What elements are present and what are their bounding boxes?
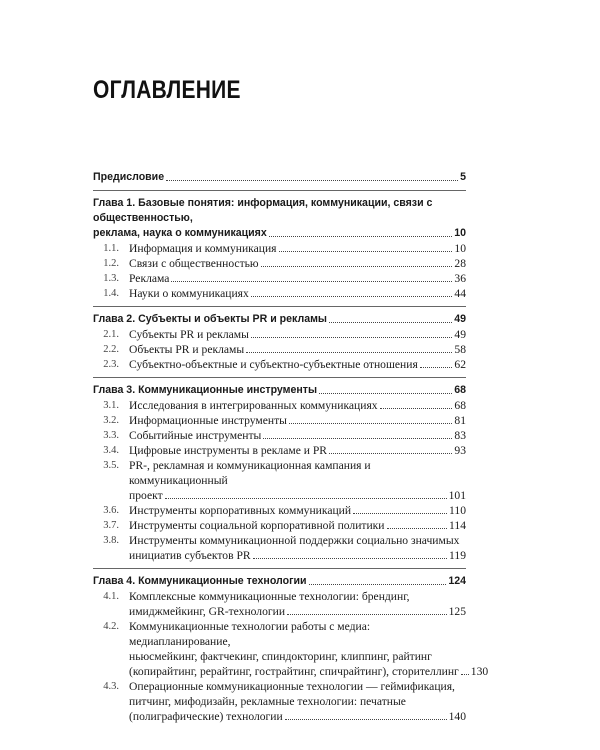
section-number: 1.3. [103,273,119,284]
page-title: ОГЛАВЛЕНИЕ [93,76,241,104]
section-title-line: PR-, рекламная и коммуникационная кампания и коммуникационный [129,459,371,487]
section-title: Связи с общественностью [129,257,259,270]
section-number: 1.2. [103,258,119,269]
section-title: Инструменты корпоративных коммуникаций [129,504,352,517]
toc-page-number: 10 [454,227,466,239]
toc-chapter-2[interactable] [93,312,466,327]
chapter-title-line: Глава 2. Субъекты и объекты PR и рекламы [93,313,327,325]
section-title: Цифровые инструменты в рекламе и PR [129,444,328,457]
dot-leader [246,352,452,353]
toc-section-1-1[interactable] [93,241,466,256]
section-number: 1.1. [103,243,119,254]
toc-section-3-3[interactable] [93,428,466,443]
section-title: Информация и коммуникация [129,242,277,255]
dot-leader [251,337,453,338]
toc-page-number: 49 [454,313,466,325]
toc-page-number: 10 [454,242,466,255]
dot-leader [287,614,447,615]
toc-page-number: 119 [449,549,466,562]
toc-section-1-3[interactable] [93,271,466,286]
dot-leader [171,281,452,282]
toc-section-4-1[interactable] [93,589,466,619]
dot-leader [166,180,458,181]
dot-leader [251,296,453,297]
toc-section-3-2[interactable] [93,413,466,428]
toc-page-number: 36 [454,272,466,285]
toc-page-number: 28 [454,257,466,270]
section-title-line: проект [129,489,163,502]
dot-leader [309,584,447,585]
dot-leader [319,393,452,394]
section-title-line: (копирайтинг, рерайтинг, гострайтинг, спичрайтинг), сторителлинг [129,665,459,678]
toc-page-number: 81 [454,414,466,427]
section-title-line: имиджмейкинг, GR-технологии [129,605,286,618]
section-number: 3.7. [103,520,119,531]
toc-section-1-4[interactable] [93,286,466,301]
dot-leader [289,423,452,424]
toc-page-number: 83 [454,429,466,442]
toc-page-number: 5 [460,171,466,183]
toc-chapter-3[interactable] [93,383,466,398]
toc-page-number: 101 [448,489,466,502]
dot-leader [380,408,453,409]
toc-chapter-4[interactable] [93,574,466,589]
dot-leader [261,266,453,267]
chapter-title-line: Глава 4. Коммуникационные технологии [93,575,307,587]
toc-chapter-1[interactable] [93,196,466,241]
section-number: 2.1. [103,329,119,340]
dot-leader [387,528,448,529]
chapter-3-sections [93,398,466,563]
section-title: Объекты PR и рекламы [129,343,245,356]
dot-leader [329,453,452,454]
section-title: Субъекты PR и рекламы [129,328,249,341]
toc-page-number: 58 [454,343,466,356]
dot-leader [263,438,452,439]
toc-section-3-7[interactable] [93,518,466,533]
toc-page-number: 49 [454,328,466,341]
section-title: Информационные инструменты [129,414,287,427]
chapter-2-sections [93,327,466,372]
toc-page-number: 114 [449,519,466,532]
divider [93,306,466,307]
section-title-line: Инструменты коммуникационной поддержки социально значимых [129,534,460,547]
toc-section-2-3[interactable] [93,357,466,372]
section-number: 3.4. [103,445,119,456]
chapter-title-line: реклама, наука о коммуникациях [93,227,267,239]
toc-section-4-3[interactable] [93,679,466,724]
toc-page-number: 68 [454,399,466,412]
section-number: 4.1. [103,591,119,602]
table-of-contents [93,170,489,724]
chapter-title-line: Глава 3. Коммуникационные инструменты [93,384,318,396]
toc-section-3-4[interactable] [93,443,466,458]
toc-section-4-2[interactable] [93,619,489,679]
section-title-line: Операционные коммуникационные технологии — геймификация, [129,680,455,693]
divider [93,377,466,378]
dot-leader [353,513,447,514]
dot-leader [269,236,452,237]
toc-section-3-8[interactable] [93,533,466,563]
section-title-line: инициатив субъектов PR [129,549,251,562]
toc-section-3-5[interactable] [93,458,466,503]
section-title-line: Коммуникационные технологии работы с медиа: медиапланирование, [129,620,371,648]
section-title: Реклама [129,272,170,285]
toc-page-number: 44 [454,287,466,300]
chapter-title-line: Глава 1. Базовые понятия: информация, коммуникации, связи с общественностью, [93,197,433,224]
toc-page-number: 62 [454,358,466,371]
chapter-1-sections [93,241,466,301]
dot-leader [253,558,447,559]
section-title-line: ньюсмейкинг, фактчекинг, спиндокторинг, клиппинг, райтинг [129,650,432,663]
divider [93,190,466,191]
dot-leader [285,719,447,720]
section-number: 3.6. [103,505,119,516]
toc-page-number: 68 [454,384,466,396]
section-title-line: питчинг, мифодизайн, рекламные технологии: печатные [129,695,406,708]
toc-section-2-1[interactable] [93,327,466,342]
section-number: 4.3. [103,681,119,692]
section-title: Инструменты социальной корпоративной политики [129,519,385,532]
section-number: 2.3. [103,359,119,370]
toc-page-number: 130 [470,665,489,678]
section-title: Исследования в интегрированных коммуникациях [129,399,378,412]
section-number: 3.2. [103,415,119,426]
section-title-line: Комплексные коммуникационные технологии: брендинг, [129,590,410,603]
section-number: 3.3. [103,430,119,441]
section-title: Субъектно-объектные и субъектно-субъектные отношения [129,358,418,371]
dot-leader [329,322,452,323]
dot-leader [461,674,469,675]
toc-section-2-2[interactable] [93,342,466,357]
chapter-4-sections [93,589,489,724]
section-number: 4.2. [103,621,119,632]
toc-page-number: 140 [448,710,466,723]
toc-entry-text: Предисловие [93,171,165,183]
section-number: 2.2. [103,344,119,355]
toc-section-3-6[interactable] [93,503,466,518]
section-number: 3.1. [103,400,119,411]
section-title: Науки о коммуникациях [129,287,249,300]
toc-page-number: 125 [448,605,466,618]
section-number: 3.8. [103,535,119,546]
section-number: 3.5. [103,460,119,471]
toc-preface[interactable] [93,170,466,185]
toc-page-number: 124 [448,575,466,587]
dot-leader [165,498,447,499]
toc-section-1-2[interactable] [93,256,466,271]
toc-page-number: 93 [454,444,466,457]
divider [93,568,466,569]
dot-leader [279,251,453,252]
section-title: Событийные инструменты [129,429,262,442]
toc-page-number: 110 [449,504,466,517]
toc-section-3-1[interactable] [93,398,466,413]
section-number: 1.4. [103,288,119,299]
dot-leader [420,367,453,368]
section-title-line: (полиграфические) технологии [129,710,283,723]
